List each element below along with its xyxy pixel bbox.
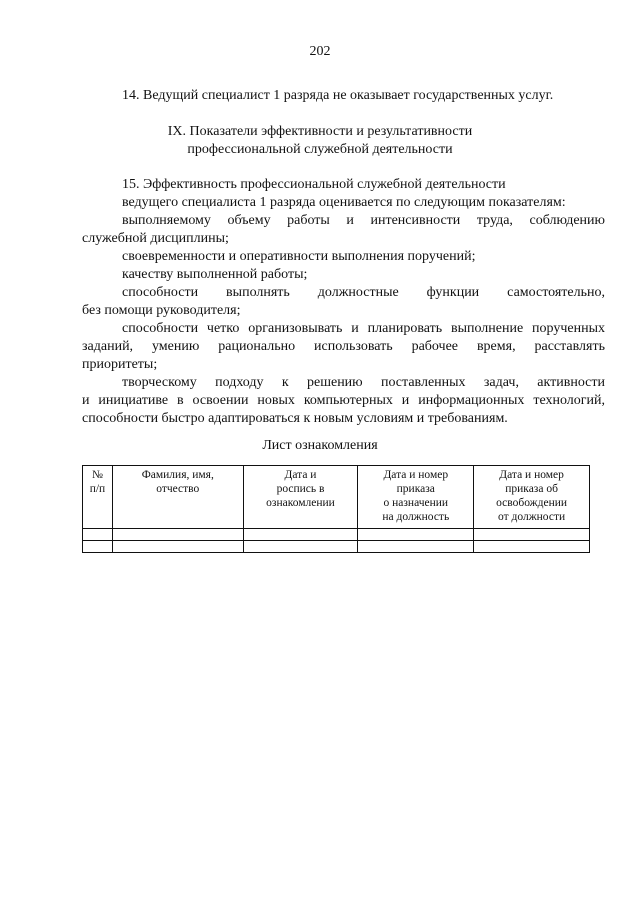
table-cell <box>243 529 358 541</box>
item-15-line-14: способности быстро адаптироваться к новым условиям и требованиям. <box>82 411 508 426</box>
header-line: освобождении <box>496 497 568 509</box>
sheet-title: Лист ознакомления <box>262 438 378 453</box>
table-cell <box>474 529 590 541</box>
item-15-line-4: служебной дисциплины; <box>82 231 229 246</box>
table-row <box>83 541 590 553</box>
header-line: приказа об <box>505 483 558 495</box>
table-cell <box>243 541 358 553</box>
item-15-line-8: без помощи руководителя; <box>82 303 241 318</box>
header-line: Дата и номер <box>383 469 449 481</box>
header-line: № <box>91 469 103 481</box>
page-number: 202 <box>309 44 331 59</box>
header-line: отчество <box>156 483 200 495</box>
header-dismissal-order <box>474 466 590 529</box>
header-line: Дата и номер <box>499 469 564 481</box>
table-cell <box>112 529 243 541</box>
acknowledgment-table <box>82 465 590 553</box>
item-15-line-3-text: выполняемому объему работы и интенсивности труда, соблюдению <box>122 213 605 228</box>
section-title-line-2: профессиональной служебной деятельности <box>187 142 453 157</box>
table-cell <box>83 541 113 553</box>
header-line: роспись в <box>276 483 325 495</box>
header-line: приказа <box>396 483 435 495</box>
section-title-line-1: IX. Показатели эффективности и результативности <box>167 124 473 139</box>
item-14: 14. Ведущий специалист 1 разряда не оказывает государственных услуг. <box>122 88 554 103</box>
item-15-line-12-text: творческому подходу к решению поставленных задач, активности <box>122 375 605 390</box>
item-15-line-13 <box>82 392 605 410</box>
header-appointment-order <box>358 466 474 529</box>
item-15-line-5: своевременности и оперативности выполнения поручений; <box>122 249 476 264</box>
table-cell <box>83 529 113 541</box>
table-cell <box>474 541 590 553</box>
item-15-line-7-text: способности выполнять должностные функции самостоятельно, <box>122 285 605 300</box>
table-row <box>83 529 590 541</box>
header-line: о назначении <box>383 497 449 509</box>
item-15-line-2: ведущего специалиста 1 разряда оценивается по следующим показателям: <box>122 195 566 210</box>
item-15-line-1: 15. Эффективность профессиональной служебной деятельности <box>122 177 506 192</box>
item-15-line-12 <box>122 374 605 392</box>
item-15-line-11: приоритеты; <box>82 357 158 372</box>
header-date-signature <box>243 466 358 529</box>
item-15-line-9-text: способности четко организовывать и планировать выполнение порученных <box>122 321 605 336</box>
item-15-line-6: качеству выполненной работы; <box>122 267 308 282</box>
item-15-line-10-text: заданий, умению рационально использовать рабочее время, расставлять <box>82 339 605 354</box>
header-number <box>83 466 113 529</box>
header-line: на должность <box>382 511 450 523</box>
header-line: Дата и <box>284 469 317 481</box>
table-cell <box>358 529 474 541</box>
header-line: п/п <box>89 483 106 495</box>
item-15-line-10 <box>82 338 605 356</box>
header-line: от должности <box>498 511 566 523</box>
header-full-name <box>112 466 243 529</box>
header-line: ознакомлении <box>266 497 335 509</box>
table-cell <box>112 541 243 553</box>
table-header-row <box>83 466 590 529</box>
header-line: Фамилия, имя, <box>141 469 214 481</box>
item-15-line-7 <box>122 284 605 302</box>
item-15-line-3 <box>122 212 605 230</box>
table-cell <box>358 541 474 553</box>
item-15-line-13-text: и инициативе в освоении новых компьютерных и информационных технологий, <box>82 393 605 408</box>
item-15-line-9 <box>122 320 605 338</box>
